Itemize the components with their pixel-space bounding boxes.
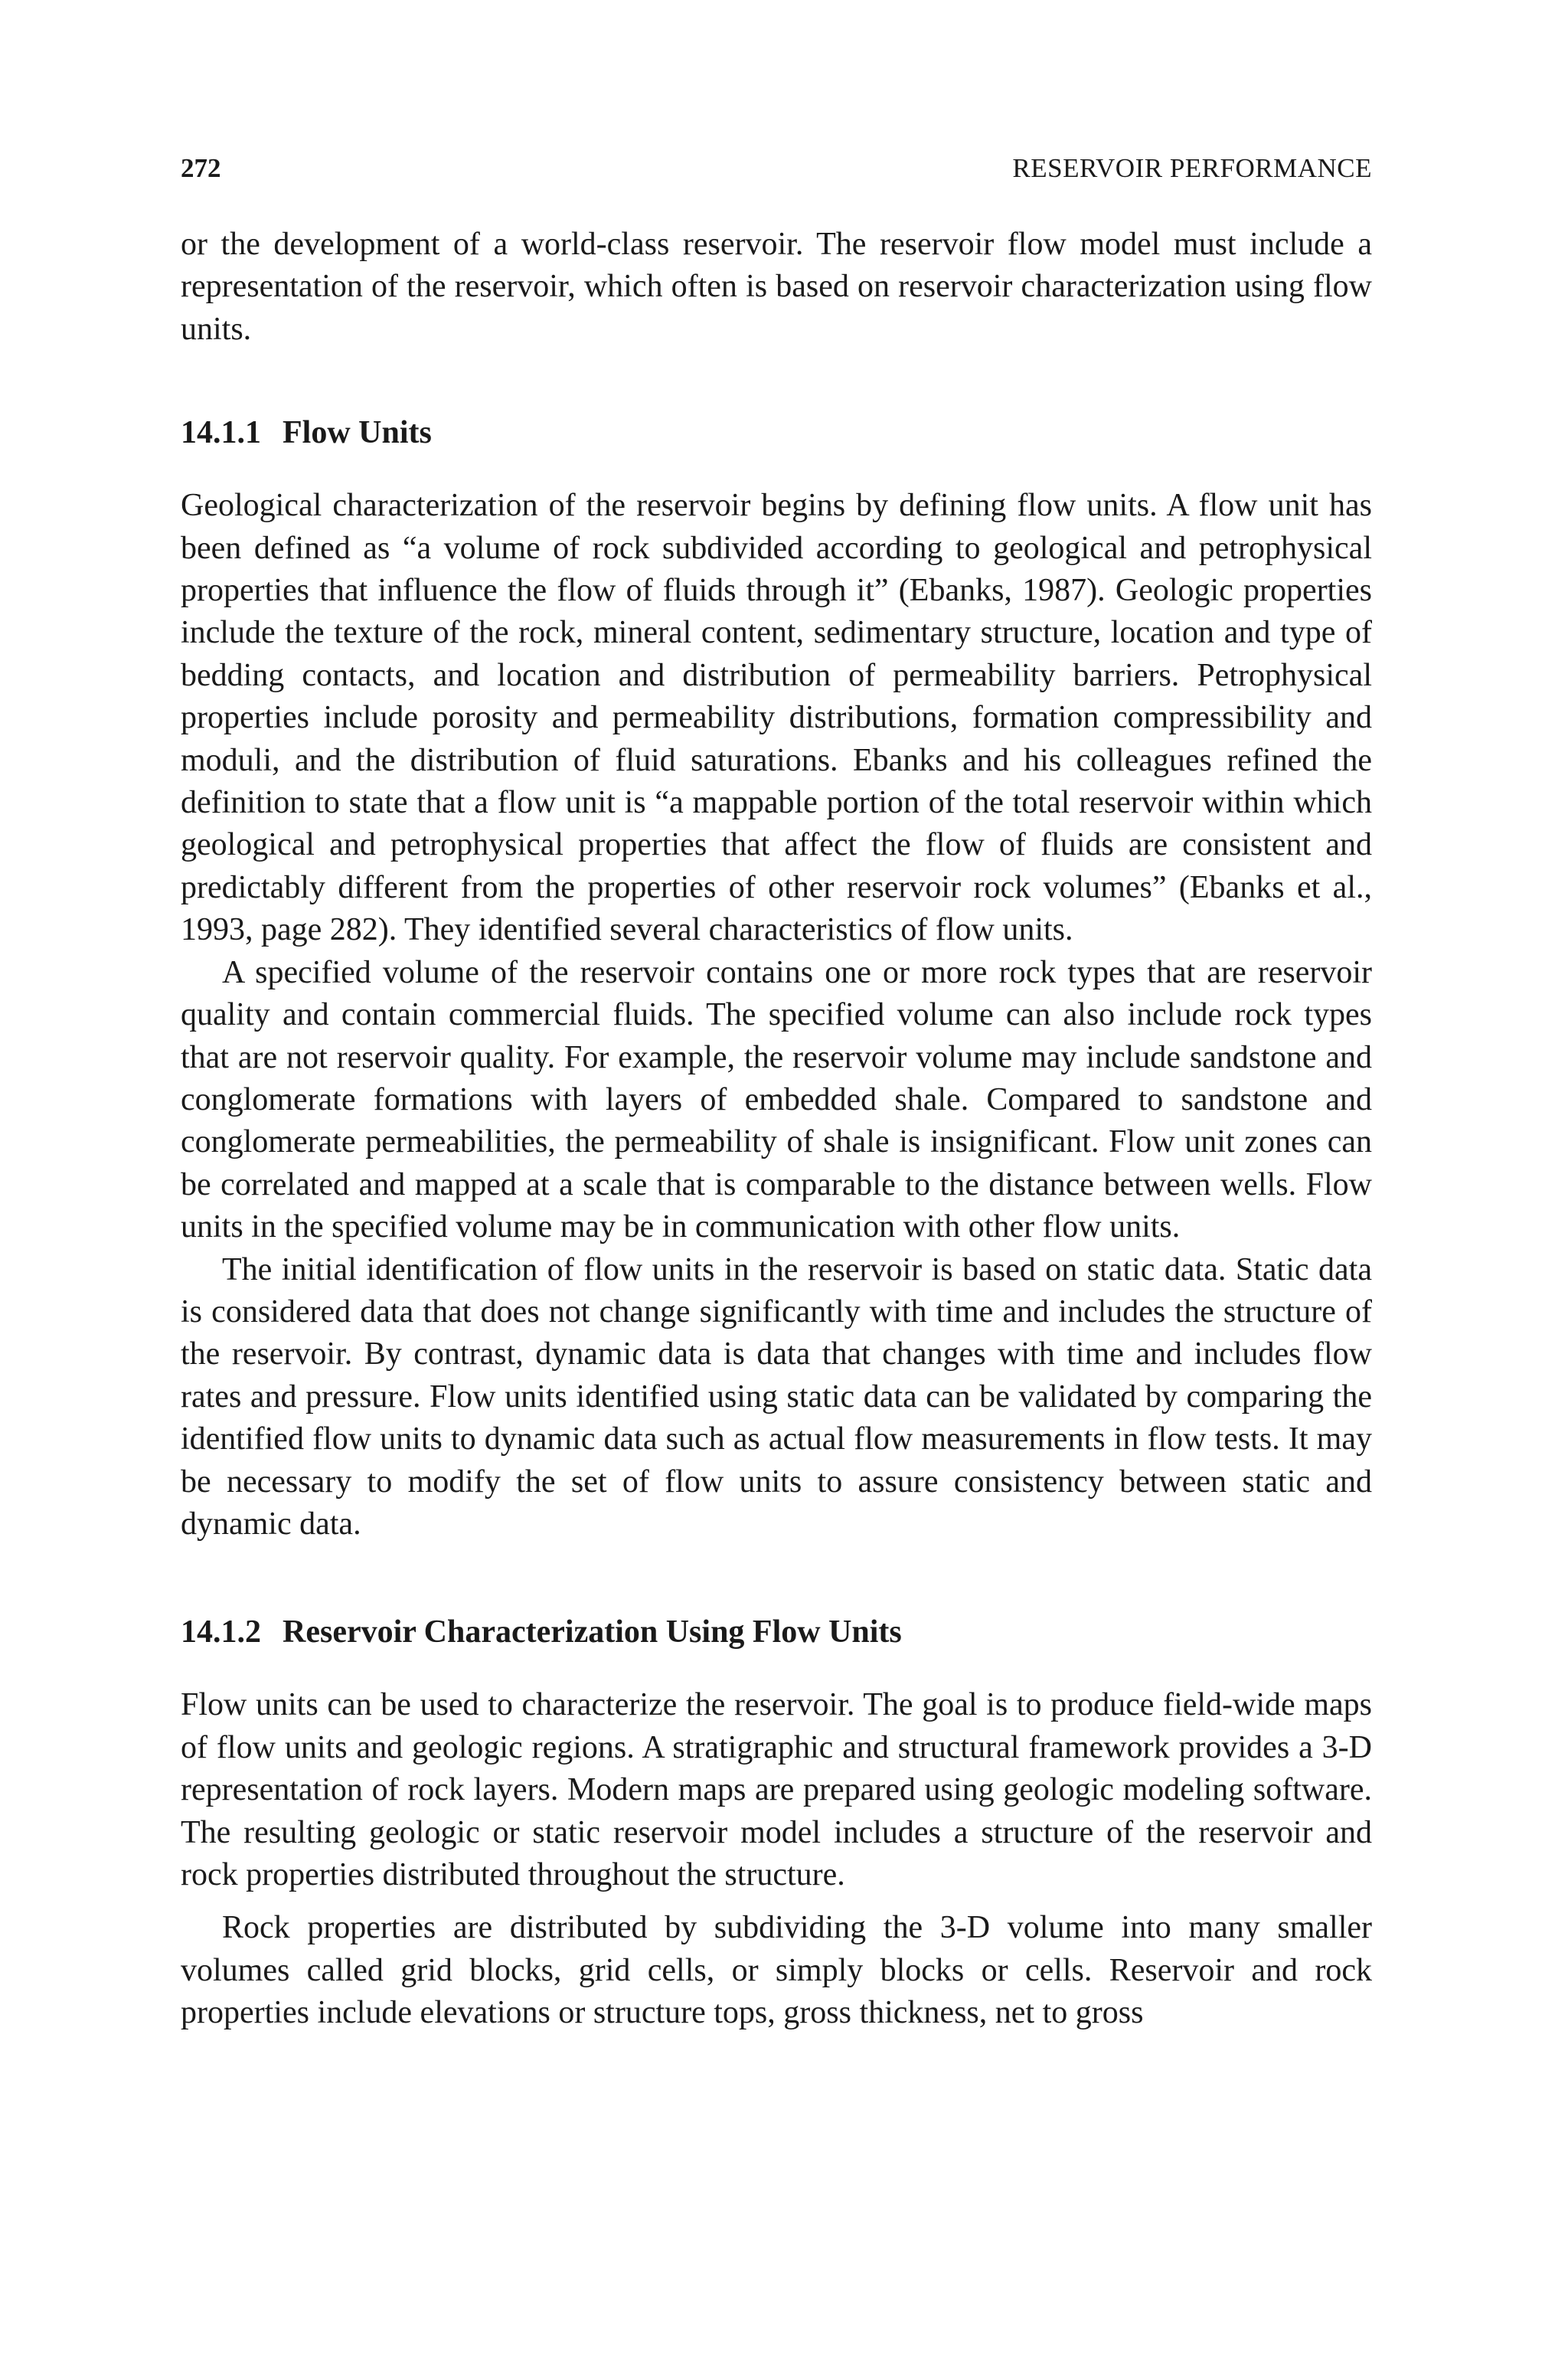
body-paragraph: Flow units can be used to characterize the reservoir. The goal is to produce field-wide maps of flow units and geologic regions. A stratigraphic and structural framework provides a 3-D representation of rock layers. Modern maps are prepared using geologic modeling software. The resulting geologic or static reservoir model includes a structure of the reservoir and rock properties distributed throughout the structure.	[181, 1687, 1372, 1892]
body-paragraph: A specified volume of the reservoir contains one or more rock types that are reservoir quality and contain commercial fluids. The specified volume can also include rock types that are not reservoir quality. For example, the reservoir volume may include sandstone and conglomerate formations with layers of embedded shale. Compared to sandstone and conglomerate permeabilities, the permeability of shale is insignificant. Flow unit zones can be correlated and mapped at a scale that is comparable to the distance between wells. Flow units in the specified volume may be in communication with other flow units.	[181, 954, 1372, 1245]
section-title: Reservoir Characterization Using Flow Units	[283, 1614, 902, 1650]
running-header	[181, 152, 1372, 185]
running-title: RESERVOIR PERFORMANCE	[1012, 153, 1372, 183]
section-heading-reservoir-characterization	[181, 1611, 1372, 1653]
body-paragraph: Geological characterization of the reservoir begins by defining flow units. A flow unit has been defined as “a volume of rock subdivided according to geological and petrophysical properties that influence the flow of fluids through it” (Ebanks, 1987). Geologic properties include the texture of the rock, mineral content, sedimentary structure, location and type of bedding contacts, and location and distribution of permeability barriers. Petrophysical properties include porosity and permeability distributions, formation compressibility and moduli, and the distribution of fluid saturations. Ebanks and his colleagues refined the definition to state that a flow unit is “a mappable portion of the total reservoir within which geological and petrophysical properties that affect the flow of fluids are consistent and predictably different from the properties of other reservoir rock volumes” (Ebanks et al., 1993, page 282). They identified several characteristics of flow units.	[181, 488, 1372, 948]
section-title: Flow Units	[283, 415, 432, 451]
section-number: 14.1.2	[181, 1614, 261, 1650]
intro-paragraph: or the development of a world-class reservoir. The reservoir flow model must include a representation of the reservoir, which often is based on reservoir characterization using flow units.	[181, 227, 1372, 347]
body-paragraph: Rock properties are distributed by subdividing the 3-D volume into many smaller volumes called grid blocks, grid cells, or simply blocks or cells. Reservoir and rock properties include elevations or structure tops, gross thickness, net to gross	[181, 1910, 1372, 2031]
section-heading-flow-units	[181, 412, 1372, 454]
section-number: 14.1.1	[181, 415, 261, 451]
body-paragraph: The initial identification of flow units in the reservoir is based on static data. Static data is considered data that does not change significantly with time and includes the structure of the reservoir. By contrast, dynamic data is data that changes with time and includes flow rates and pressure. Flow units identified using static data can be validated by comparing the identified flow units to dynamic data such as actual flow measurements in flow tests. It may be necessary to modify the set of flow units to assure consistency between static and dynamic data.	[181, 1251, 1372, 1542]
page-number: 272	[181, 153, 221, 183]
book-page	[181, 152, 1372, 2035]
